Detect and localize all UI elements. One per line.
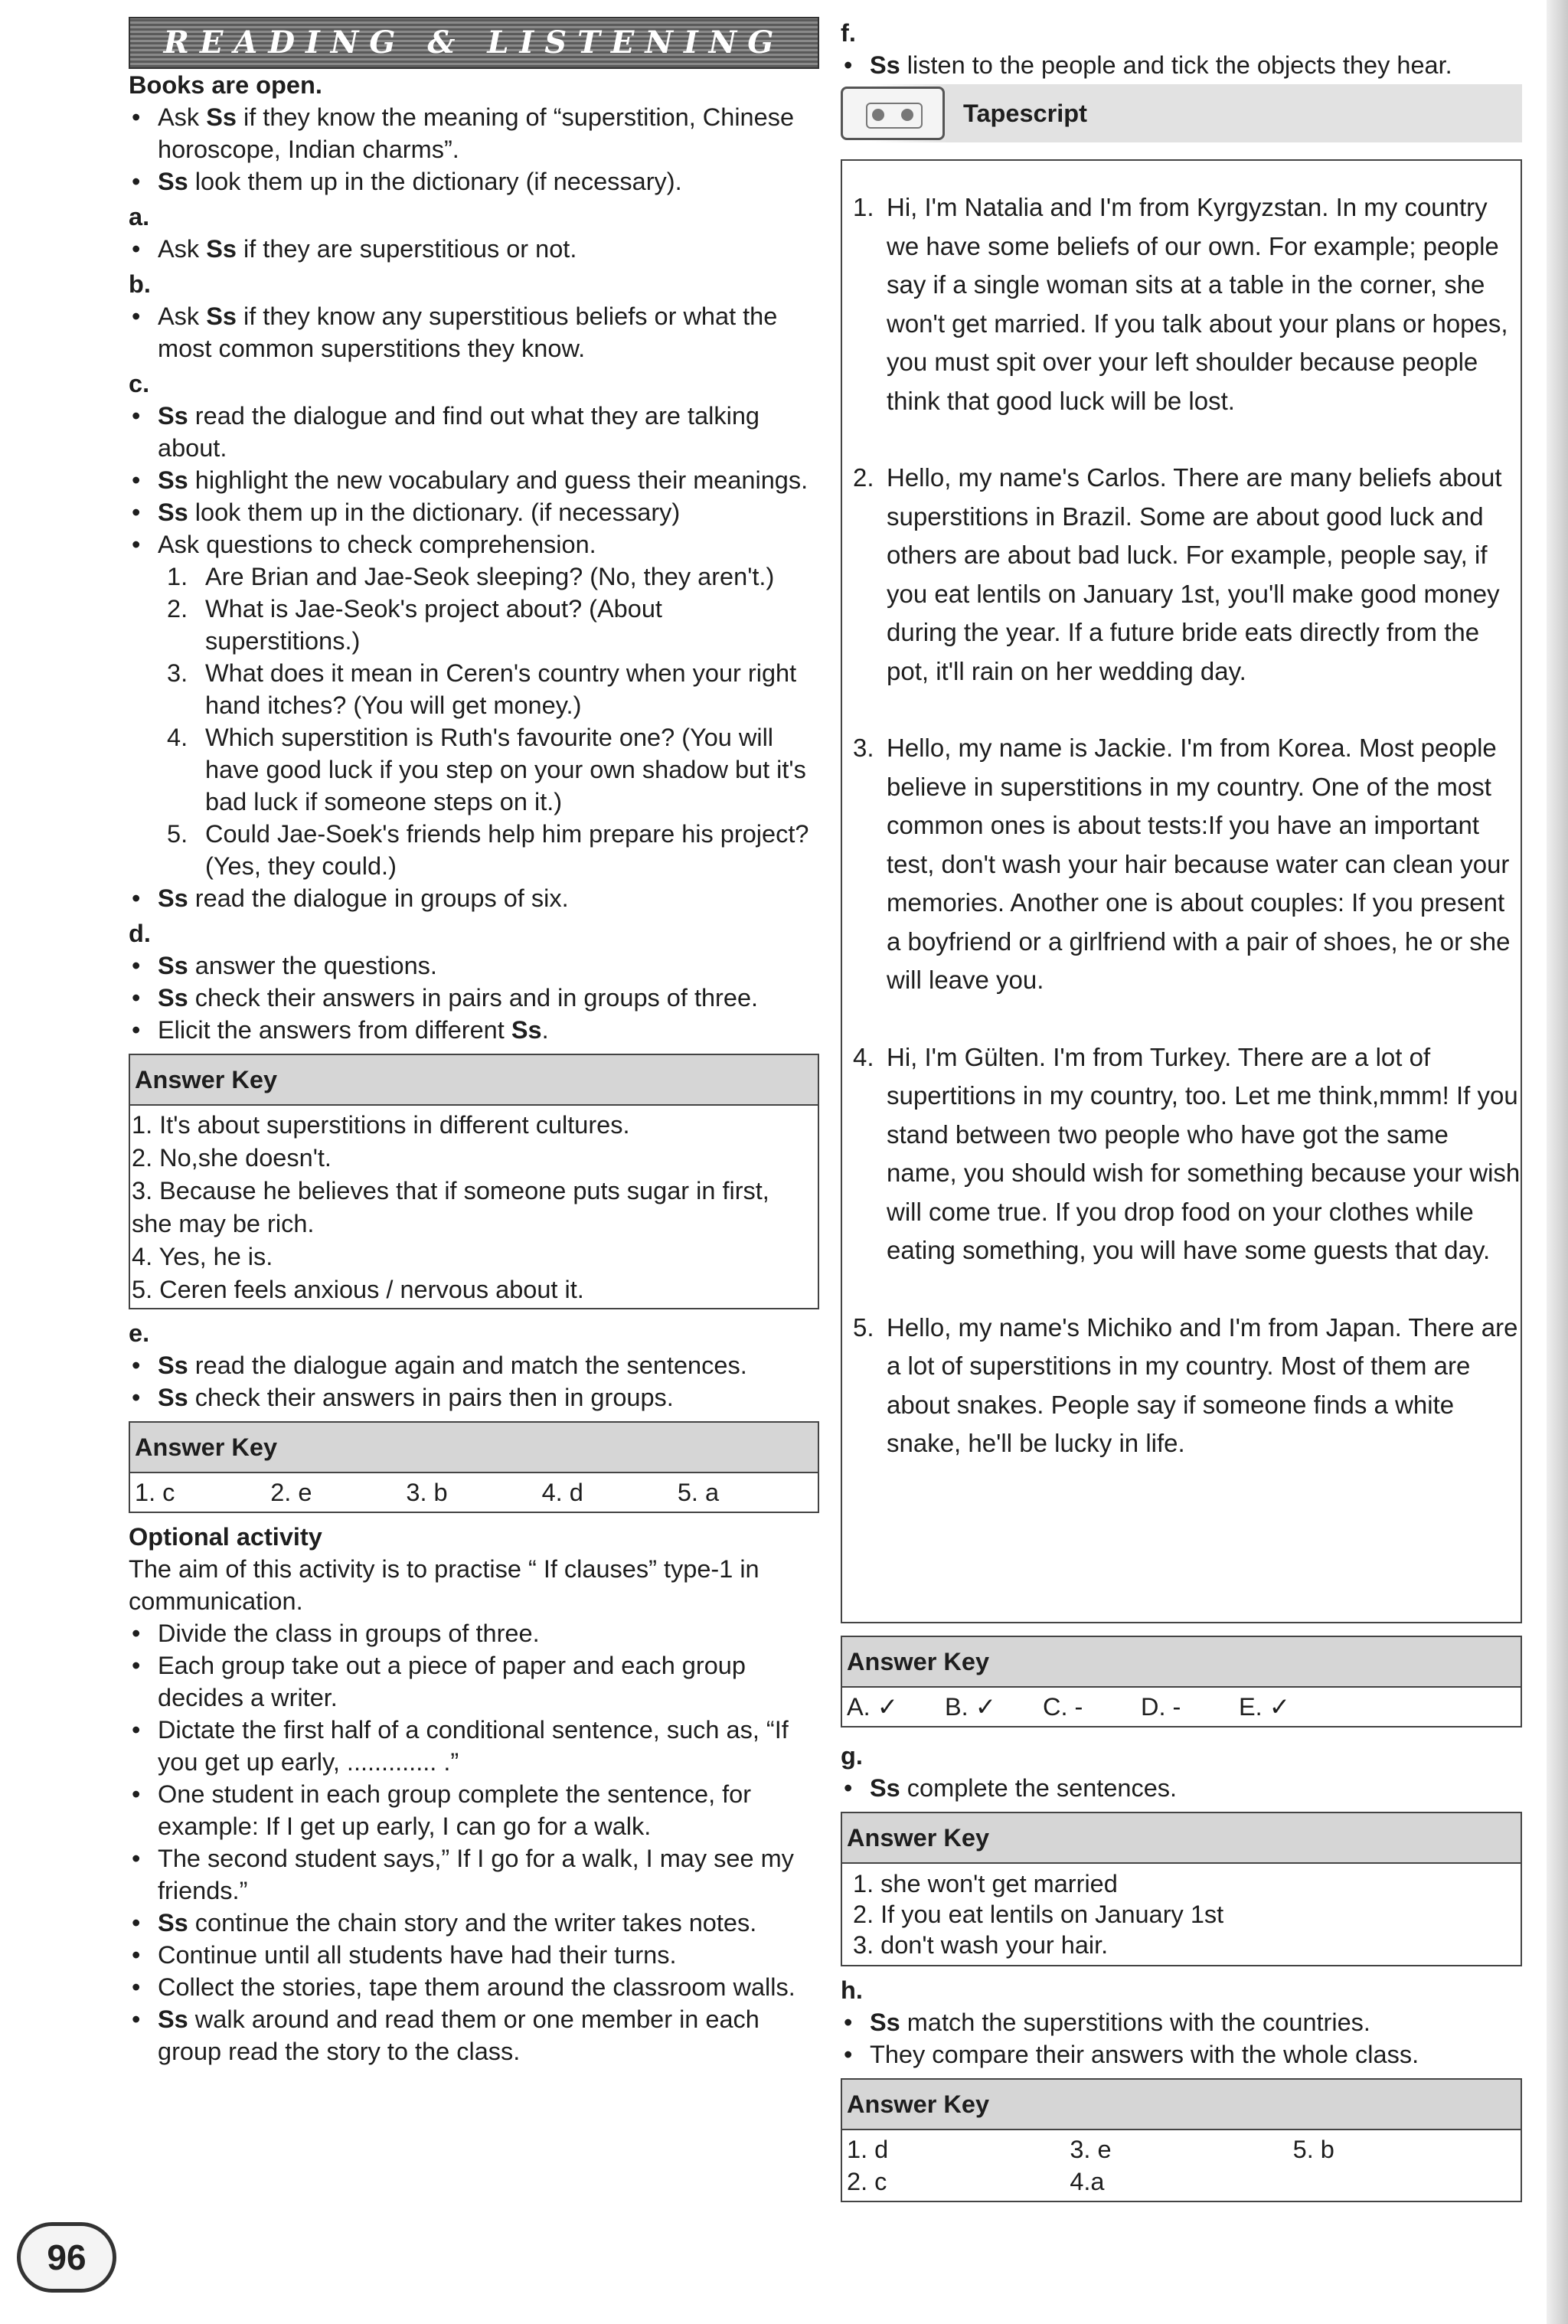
list-item: • Ss complete the sentences. bbox=[841, 1772, 1522, 1804]
label-c: c. bbox=[129, 370, 150, 397]
page-number: 96 bbox=[17, 2222, 116, 2293]
a-list bbox=[129, 233, 819, 265]
list-item: • Ss check their answers in pairs then in groups. bbox=[129, 1381, 819, 1414]
label-b: b. bbox=[129, 270, 151, 298]
c-last-list bbox=[129, 882, 819, 914]
answer-key-row bbox=[847, 2165, 1516, 2198]
g-list bbox=[841, 1772, 1522, 1804]
intro-heading: Books are open. bbox=[129, 71, 322, 99]
answer-key-item: 1. c bbox=[135, 1479, 175, 1506]
label-g: g. bbox=[841, 1742, 863, 1770]
answer-key-1-body bbox=[130, 1106, 818, 1308]
label-a: a. bbox=[129, 203, 150, 230]
list-item: • Dictate the first half of a conditional sentence, such as, “If you get up early, ............. .” bbox=[129, 1714, 819, 1778]
answer-key-2 bbox=[129, 1421, 819, 1513]
answer-key-item: D. - bbox=[1141, 1693, 1181, 1721]
list-item: • One student in each group complete the sentence, for example: If I get up early, I can go for a walk. bbox=[129, 1778, 819, 1842]
left-column bbox=[129, 0, 819, 2067]
answer-key-title: Answer Key bbox=[842, 1637, 1521, 1688]
answer-key-item: 4. Yes, he is. bbox=[132, 1243, 273, 1270]
optional-text: The aim of this activity is to practise “ If clauses” type-1 in communication. bbox=[129, 1555, 760, 1615]
answer-key-item: 5. a bbox=[677, 1479, 720, 1506]
list-item: • Each group take out a piece of paper and each group decides a writer. bbox=[129, 1649, 819, 1714]
answer-key-item: 5. Ceren feels anxious / nervous about it. bbox=[132, 1276, 584, 1303]
answer-key-item: 1. It's about superstitions in different cultures. bbox=[132, 1111, 630, 1139]
cassette-icon bbox=[841, 87, 945, 140]
answer-key-item: B. ✓ bbox=[945, 1693, 996, 1721]
answer-key-item: E. ✓ bbox=[1239, 1693, 1290, 1721]
list-item: • Ss read the dialogue and find out what they are talking about. bbox=[129, 400, 819, 464]
question-item: 3. What does it mean in Ceren's country when your right hand itches? (You will get money.) bbox=[167, 659, 797, 719]
answer-key-item: C. - bbox=[1043, 1693, 1083, 1721]
answer-key-item: 2. c bbox=[847, 2168, 887, 2195]
answer-key-title: Answer Key bbox=[130, 1423, 818, 1473]
answer-key-1 bbox=[129, 1054, 819, 1309]
page-edge bbox=[1547, 0, 1568, 2324]
answer-key-3-row bbox=[847, 1691, 1337, 1723]
c-list bbox=[129, 400, 819, 561]
answer-key-item bbox=[1293, 2165, 1516, 2198]
list-item: • Ss match the superstitions with the countries. bbox=[841, 2006, 1522, 2038]
answer-key-2-row bbox=[135, 1476, 813, 1508]
list-item: • The second student says,” If I go for a walk, I may see my friends.” bbox=[129, 1842, 819, 1907]
question-item: 4. Which superstition is Ruth's favourite one? (You will have good luck if you step on your own shadow but it's bad luck if someone steps on it.) bbox=[167, 724, 806, 816]
d-list bbox=[129, 950, 819, 1046]
answer-key-item: 4. d bbox=[541, 1479, 583, 1506]
answer-key-5-body bbox=[842, 2130, 1521, 2201]
answer-key-item: 2. No,she doesn't. bbox=[132, 1144, 332, 1172]
f-list bbox=[841, 49, 1522, 81]
answer-key-item: 2. e bbox=[270, 1479, 312, 1506]
tapescript-item: 4. Hi, I'm Gülten. I'm from Turkey. There are a lot of supertitions in my country, too. Let me think,mmm! If you stand between two people who have got the same name, you should wish for something because your wish will come true. If you drop food on your clothes while eating something, you will have some guests that day. bbox=[853, 1042, 1521, 1264]
answer-key-5 bbox=[841, 2078, 1522, 2202]
list-item: • Ss read the dialogue in groups of six. bbox=[129, 882, 819, 914]
tapescript-item: 2. Hello, my name's Carlos. There are many beliefs about superstitions in Brazil. Some are about good luck and others are about bad luck. For example, people say, if you eat lentils on January 1st, you'll make good money during the year. If a future bride eats directly from the pot, it'll rain on her wedding day. bbox=[853, 463, 1502, 685]
list-item: • Ss check their answers in pairs and in groups of three. bbox=[129, 982, 819, 1014]
tapescript-item: 5. Hello, my name's Michiko and I'm from Japan. There are a lot of superstitions in my country. Most of them are about snakes. People say if someone finds a white snake, he'll be lucky in life. bbox=[853, 1312, 1518, 1457]
tapescript-title: Tapescript bbox=[963, 100, 1087, 127]
answer-key-item: 1. she won't get married bbox=[853, 1870, 1118, 1897]
tapescript-box bbox=[841, 159, 1522, 1623]
list-item: • Ask questions to check comprehension. bbox=[129, 528, 819, 561]
list-item: • Ss look them up in the dictionary. (if necessary) bbox=[129, 496, 819, 528]
list-item: • Ss continue the chain story and the writer takes notes. bbox=[129, 1907, 819, 1939]
list-item: • Ask Ss if they know the meaning of “superstition, Chinese horoscope, Indian charms”. bbox=[129, 101, 819, 165]
tapescript-header bbox=[841, 84, 1522, 142]
list-item: • Collect the stories, tape them around the classroom walls. bbox=[129, 1971, 819, 2003]
answer-key-item: 4.a bbox=[1070, 2168, 1105, 2195]
answer-key-item: 3. b bbox=[406, 1479, 448, 1506]
section-banner: READING & LISTENING bbox=[129, 17, 819, 69]
list-item: • They compare their answers with the whole class. bbox=[841, 2038, 1522, 2071]
answer-key-4 bbox=[841, 1812, 1522, 1966]
answer-key-title: Answer Key bbox=[842, 1813, 1521, 1864]
answer-key-item: 3. don't wash your hair. bbox=[853, 1931, 1109, 1959]
list-item: • Ask Ss if they know any superstitious beliefs or what the most common superstitions they know. bbox=[129, 300, 819, 364]
optional-list bbox=[129, 1617, 819, 2067]
optional-heading: Optional activity bbox=[129, 1523, 322, 1551]
tapescript-item: 1. Hi, I'm Natalia and I'm from Kyrgyzstan. In my country we have some beliefs of our own. For example; people say if a single woman sits at a table in the corner, she won't get married. If you talk about your plans or hopes, you must spit over your left shoulder because people think that good luck will be lost. bbox=[853, 193, 1508, 415]
list-item: • Ss highlight the new vocabulary and guess their meanings. bbox=[129, 464, 819, 496]
answer-key-item: 2. If you eat lentils on January 1st bbox=[853, 1901, 1224, 1928]
list-item: • Elicit the answers from different Ss. bbox=[129, 1014, 819, 1046]
list-item: • Ss look them up in the dictionary (if necessary). bbox=[129, 165, 819, 198]
list-item: • Continue until all students have had their turns. bbox=[129, 1939, 819, 1971]
list-item: • Ss listen to the people and tick the objects they hear. bbox=[841, 49, 1522, 81]
label-e: e. bbox=[129, 1319, 150, 1347]
comprehension-questions bbox=[129, 561, 819, 882]
label-d: d. bbox=[129, 920, 151, 947]
list-item: • Ss read the dialogue again and match the sentences. bbox=[129, 1349, 819, 1381]
intro-list bbox=[129, 101, 819, 198]
b-list bbox=[129, 300, 819, 364]
tapescript-item: 3. Hello, my name is Jackie. I'm from Korea. Most people believe in superstitions in my country. One of the most common ones is about tests:If you have an important test, don't wash your hair because water can clean your memories. Another one is about couples: If you present a boyfriend or a girlfriend with a pair of shoes, he or she will leave you. bbox=[853, 734, 1511, 994]
list-item: • Ss walk around and read them or one member in each group read the story to the class. bbox=[129, 2003, 819, 2067]
answer-key-row bbox=[847, 2133, 1516, 2165]
answer-key-item: 1. d bbox=[847, 2136, 889, 2163]
question-item: 5. Could Jae-Soek's friends help him prepare his project? (Yes, they could.) bbox=[167, 820, 809, 880]
e-list bbox=[129, 1349, 819, 1414]
answer-key-item: 5. b bbox=[1292, 2136, 1334, 2163]
answer-key-title: Answer Key bbox=[130, 1055, 818, 1106]
answer-key-title: Answer Key bbox=[842, 2080, 1521, 2130]
question-item: 1. Are Brian and Jae-Seok sleeping? (No, they aren't.) bbox=[167, 563, 775, 590]
right-column bbox=[841, 0, 1522, 2210]
answer-key-item: 3. Because he believes that if someone puts sugar in first, she may be rich. bbox=[132, 1177, 769, 1237]
list-item: • Ss answer the questions. bbox=[129, 950, 819, 982]
question-item: 2. What is Jae-Seok's project about? (About superstitions.) bbox=[167, 595, 662, 655]
answer-key-3 bbox=[841, 1636, 1522, 1727]
list-item: • Divide the class in groups of three. bbox=[129, 1617, 819, 1649]
answer-key-item: 3. e bbox=[1070, 2136, 1112, 2163]
label-f: f. bbox=[841, 19, 856, 47]
label-h: h. bbox=[841, 1976, 863, 2004]
answer-key-item: A. ✓ bbox=[847, 1693, 898, 1721]
list-item: • Ask Ss if they are superstitious or not. bbox=[129, 233, 819, 265]
h-list bbox=[841, 2006, 1522, 2071]
answer-key-4-body bbox=[842, 1864, 1521, 1965]
